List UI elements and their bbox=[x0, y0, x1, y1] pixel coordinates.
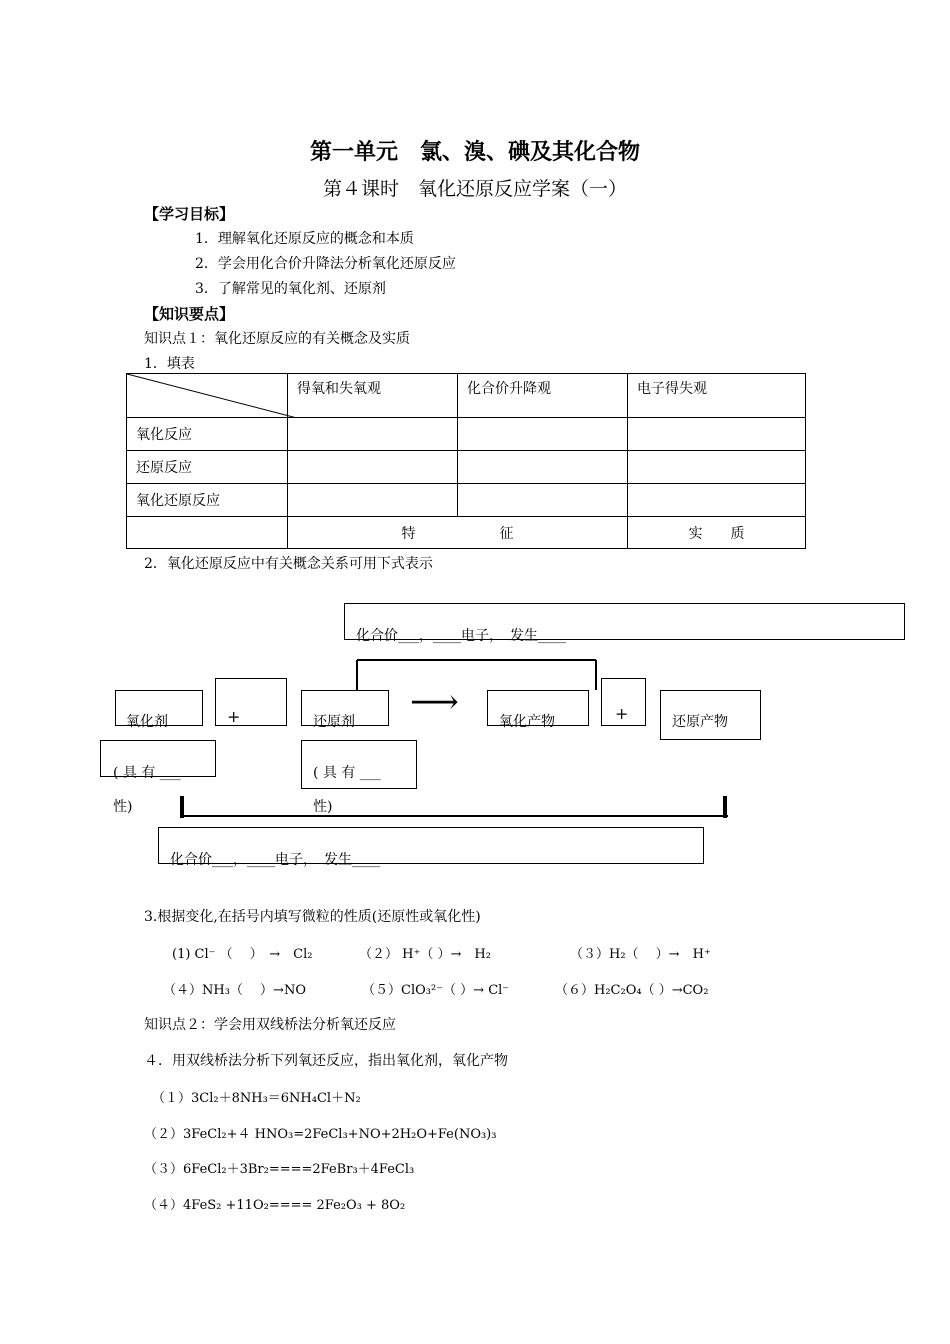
reduction-product-label: 还原产物 bbox=[672, 714, 728, 730]
objective-item: 2．学会用化合价升降法分析氧化还原反应 bbox=[195, 256, 456, 272]
table-row-label: 氧化还原反应 bbox=[127, 484, 288, 517]
objective-item: 3．了解常见的氧化剂、还原剂 bbox=[195, 281, 386, 297]
q3-item: (1) Cl⁻ （ ） → Cl₂ bbox=[172, 947, 313, 962]
table-header: 得氧和失氧观 bbox=[288, 374, 458, 418]
arrow-icon: ⟶ bbox=[410, 682, 459, 722]
plus-sign-2: + bbox=[615, 704, 629, 723]
oxidant-property-suffix: 性) bbox=[113, 799, 133, 815]
q3-item: （６）H₂C₂O₄（ ）→CO₂ bbox=[555, 983, 709, 998]
reductant-label: 还原剂 bbox=[313, 714, 355, 730]
q4-equation: （３）6FeCl₂＋3Br₂====2FeBr₃＋4FeCl₃ bbox=[144, 1162, 415, 1177]
bottom-box-text: 化合价___，____电子， 发生____ bbox=[170, 852, 380, 868]
question-4: ４．用双线桥法分析下列氧还反应，指出氧化剂，氧化产物 bbox=[144, 1053, 508, 1069]
question-1: 1．填表 bbox=[144, 356, 195, 372]
top-box-text: 化合价___，____电子， 发生____ bbox=[356, 628, 566, 644]
table-header: 化合价升降观 bbox=[458, 374, 628, 418]
oxidant-property-text: ( 具 有 ___ bbox=[113, 765, 181, 781]
oxidant-label: 氧化剂 bbox=[126, 714, 168, 730]
q3-item: （５）ClO₃²⁻（ ）→ Cl⁻ bbox=[362, 983, 510, 998]
reductant-property-suffix: 性) bbox=[313, 799, 333, 815]
q3-item: （２） H⁺（ ）→ H₂ bbox=[359, 947, 491, 962]
knowledge-point-2: 知识点２：学会用双线桥法分析氧还反应 bbox=[144, 1017, 396, 1033]
q4-equation: （２）3FeCl₂+４ HNO₃=2FeCl₃+NO+2H₂O+Fe(NO₃)₃ bbox=[144, 1127, 497, 1142]
q4-equation: （１）3Cl₂＋8NH₃＝6NH₄Cl＋N₂ bbox=[152, 1091, 361, 1106]
table-row-label: 还原反应 bbox=[127, 451, 288, 484]
table-header: 电子得失观 bbox=[628, 374, 806, 418]
question-2: 2．氧化还原反应中有关概念关系可用下式表示 bbox=[144, 556, 433, 572]
knowledge-point-1: 知识点１：氧化还原反应的有关概念及实质 bbox=[144, 331, 410, 347]
page-subtitle: 第４课时 氧化还原反应学案（一） bbox=[322, 178, 627, 200]
table-row-label: 氧化反应 bbox=[127, 418, 288, 451]
objectives-heading: 【学习目标】 bbox=[144, 205, 235, 223]
oxidation-product-label: 氧化产物 bbox=[499, 714, 555, 730]
reductant-property-text: ( 具 有 ___ bbox=[313, 765, 381, 781]
footer-essence: 实 质 bbox=[628, 517, 806, 549]
question-3: 3.根据变化,在括号内填写微粒的性质(还原性或氧化性) bbox=[144, 909, 481, 925]
footer-feature: 特 征 bbox=[288, 517, 628, 549]
q3-item: （３）H₂（ ）→ H⁺ bbox=[570, 947, 711, 962]
page-title: 第一单元 氯、溴、碘及其化合物 bbox=[309, 140, 640, 165]
plus-sign-1: + bbox=[227, 707, 241, 726]
knowledge-heading: 【知识要点】 bbox=[144, 305, 235, 323]
plus-box-1 bbox=[215, 678, 287, 726]
q4-equation: （４）4FeS₂ +11O₂==== 2Fe₂O₃ + 8O₂ bbox=[144, 1198, 406, 1213]
q3-item: （４）NH₃（ ）→NO bbox=[163, 983, 306, 998]
objective-item: 1．理解氧化还原反应的概念和本质 bbox=[195, 231, 414, 247]
